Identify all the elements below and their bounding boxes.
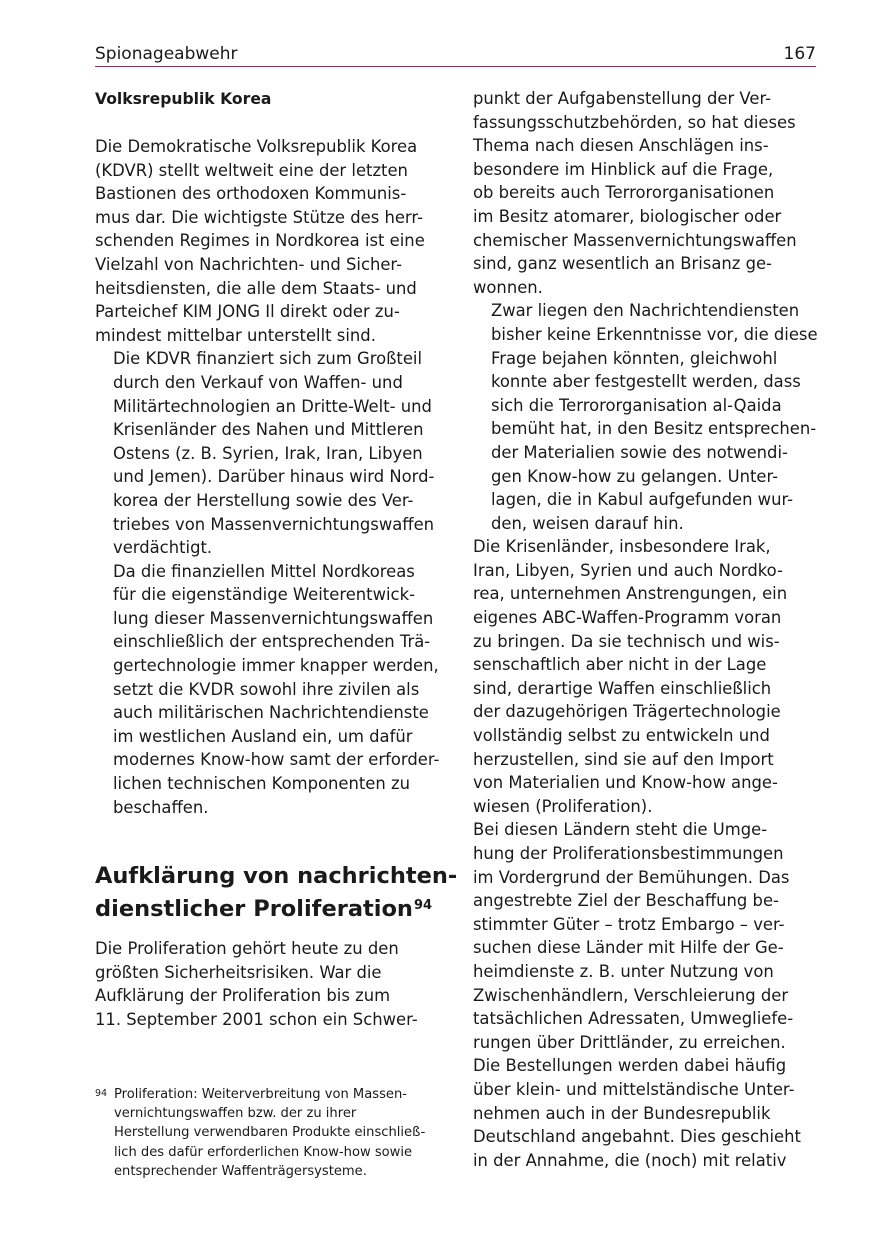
text-line: gertechnologie immer knapper werden, bbox=[113, 656, 439, 676]
text-line: größten Sicherheitsrisiken. War die bbox=[95, 962, 382, 982]
text-line: der Materialien sowie des notwendi- bbox=[491, 442, 788, 462]
text-line: mindest mittelbar unterstellt sind. bbox=[95, 325, 376, 345]
text-line: zu bringen. Da sie technisch und wis- bbox=[473, 631, 780, 651]
text-line: schenden Regimes in Nordkorea ist eine bbox=[95, 231, 425, 251]
text-line: im Vordergrund der Bemühungen. Das bbox=[473, 867, 790, 887]
running-header bbox=[95, 42, 816, 67]
text-line: stimmter Güter – trotz Embargo – ver- bbox=[473, 914, 785, 934]
text-line: Ostens (z. B. Syrien, Irak, Iran, Libyen bbox=[113, 443, 423, 463]
text-line: von Materialien und Know-how ange- bbox=[473, 773, 778, 793]
text-line: hung der Proliferationsbestimmungen bbox=[473, 844, 784, 863]
text-line: rungen über Drittländer, zu erreichen. bbox=[473, 1032, 786, 1052]
text-line: Die KDVR finanziert sich zum Großteil bbox=[113, 349, 423, 369]
text-line: Herstellung verwendbaren Produkte einschließ- bbox=[114, 1125, 426, 1141]
footnote-reference-94[interactable]: 94 bbox=[413, 898, 433, 913]
text-line: entsprechender Waffenträgersysteme. bbox=[114, 1163, 367, 1179]
text-line: lichen technischen Komponenten zu bbox=[113, 774, 410, 794]
text-line: Frage bejahen könnten, gleichwohl bbox=[491, 348, 778, 368]
text-line: bemüht hat, in den Besitz entsprechen- bbox=[491, 419, 817, 439]
text-line: gen Know-how zu gelangen. Unter- bbox=[491, 466, 779, 486]
text-line: Zwar liegen den Nachrichtendiensten bbox=[491, 301, 800, 321]
text-line: einschließlich der entsprechenden Trä- bbox=[113, 632, 431, 652]
text-line: modernes Know-how samt der erforder- bbox=[113, 750, 440, 770]
footnote-text bbox=[114, 1085, 445, 1181]
subheading-volksrepublik-korea: Volksrepublik Korea bbox=[95, 90, 272, 108]
text-line: und Jemen). Darüber hinaus wird Nord- bbox=[113, 467, 435, 487]
left-paragraph-2 bbox=[95, 347, 440, 559]
text-line: sich die Terrororganisation al-Qaida bbox=[491, 395, 782, 415]
text-line: Deutschland angebahnt. Dies geschieht bbox=[473, 1127, 801, 1147]
text-line: Bastionen des orthodoxen Kommunis- bbox=[95, 184, 407, 204]
text-line: bisher keine Erkenntnisse vor, die diese bbox=[491, 324, 818, 344]
right-paragraph-1 bbox=[473, 87, 816, 299]
text-line: ob bereits auch Terrororganisationen bbox=[473, 183, 775, 203]
text-line: Bei diesen Ländern steht die Umge- bbox=[473, 820, 768, 840]
right-paragraph-4 bbox=[473, 818, 816, 1172]
text-line: konnte aber festgestellt werden, dass bbox=[491, 372, 801, 392]
text-line: durch den Verkauf von Waffen- und bbox=[113, 372, 403, 392]
text-line: wonnen. bbox=[473, 277, 543, 297]
text-line: den, weisen darauf hin. bbox=[491, 513, 684, 533]
text-line: für die eigenständige Weiterentwick- bbox=[113, 585, 415, 605]
text-line: (KDVR) stellt weltweit eine der letzten bbox=[95, 160, 408, 180]
running-header-section: Spionageabwehr bbox=[95, 44, 238, 64]
text-line: verdächtigt. bbox=[113, 538, 213, 558]
text-line: im Besitz atomarer, biologischer oder bbox=[473, 206, 782, 226]
footnote-number: 94 bbox=[95, 1088, 108, 1099]
text-line: der dazugehörigen Trägertechnologie bbox=[473, 702, 781, 722]
chapter-heading bbox=[95, 861, 458, 924]
text-line: Die Bestellungen werden dabei häufig bbox=[473, 1056, 787, 1076]
text-line: fassungsschutzbehörden, so hat dieses bbox=[473, 112, 796, 132]
text-line: Vielzahl von Nachrichten- und Sicher- bbox=[95, 254, 403, 274]
chapter-intro bbox=[95, 937, 440, 1031]
text-line: sind, ganz wesentlich an Brisanz ge- bbox=[473, 254, 772, 274]
text-line: sind, derartige Waffen einschließlich bbox=[473, 678, 772, 698]
text-line: Die Demokratische Volksrepublik Korea bbox=[95, 137, 418, 156]
text-line: Parteichef KIM JONG Il direkt oder zu- bbox=[95, 302, 400, 322]
text-line: Aufklärung der Proliferation bis zum bbox=[95, 986, 391, 1006]
text-line: angestrebte Ziel der Beschaffung be- bbox=[473, 891, 779, 911]
text-line: korea der Herstellung sowie des Ver- bbox=[113, 490, 414, 510]
text-line: auch militärischen Nachrichtendienste bbox=[113, 703, 429, 723]
text-line: nehmen auch in der Bundesrepublik bbox=[473, 1103, 771, 1123]
text-line: suchen diese Länder mit Hilfe der Ge- bbox=[473, 938, 784, 958]
right-paragraph-3 bbox=[473, 535, 816, 818]
footnote-94 bbox=[95, 1085, 445, 1181]
text-line: mus dar. Die wichtigste Stütze des herr- bbox=[95, 207, 423, 227]
text-line: Die Krisenländer, insbesondere Irak, bbox=[473, 537, 771, 557]
text-line: Zwischenhändlern, Verschleierung der bbox=[473, 985, 789, 1005]
page-number: 167 bbox=[783, 44, 816, 64]
chapter-intro-paragraph bbox=[95, 937, 440, 1031]
text-line: eigenes ABC-Waffen-Programm voran bbox=[473, 608, 782, 628]
text-line: besondere im Hinblick auf die Frage, bbox=[473, 159, 774, 179]
chapter-heading-line-2 bbox=[95, 891, 455, 924]
text-line: senschaftlich aber nicht in der Lage bbox=[473, 655, 767, 675]
text-line: Die Proliferation gehört heute zu den bbox=[95, 939, 399, 958]
text-line: triebes von Massenvernichtungswaffen bbox=[113, 514, 435, 534]
left-paragraph-3 bbox=[95, 560, 440, 820]
text-line: heitsdiensten, die alle dem Staats- und bbox=[95, 278, 417, 298]
text-line: herzustellen, sind sie auf den Import bbox=[473, 749, 774, 769]
text-line: punkt der Aufgabenstellung der Ver- bbox=[473, 89, 772, 108]
text-line: vernichtungswaffen bzw. der zu ihrer bbox=[114, 1106, 357, 1122]
text-line: wiesen (Proliferation). bbox=[473, 796, 653, 816]
text-line: Militärtechnologien an Dritte-Welt- und bbox=[113, 396, 432, 416]
text-line: Iran, Libyen, Syrien und auch Nordko- bbox=[473, 560, 783, 580]
text-line: chemischer Massenvernichtungswaffen bbox=[473, 230, 797, 250]
left-column bbox=[95, 87, 440, 819]
text-line: 11. September 2001 schon ein Schwer- bbox=[95, 1009, 418, 1029]
text-line: im westlichen Ausland ein, um dafür bbox=[113, 726, 413, 746]
text-line: heimdienste z. B. unter Nutzung von bbox=[473, 961, 774, 981]
text-line: über klein- und mittelständische Unter- bbox=[473, 1079, 795, 1099]
right-paragraph-2 bbox=[473, 299, 816, 535]
chapter-heading-line-2-text: dienstlicher Proliferation bbox=[95, 896, 413, 922]
text-line: Proliferation: Weiterverbreitung von Massen- bbox=[114, 1087, 407, 1102]
text-line: lagen, die in Kabul aufgefunden wur- bbox=[491, 490, 794, 510]
text-line: Da die finanziellen Mittel Nordkoreas bbox=[113, 561, 415, 581]
text-line: in der Annahme, die (noch) mit relativ bbox=[473, 1150, 787, 1170]
right-column bbox=[473, 87, 816, 1172]
text-line: tatsächlichen Adressaten, Umwegliefe- bbox=[473, 1009, 794, 1029]
text-line: Thema nach diesen Anschlägen ins- bbox=[473, 136, 769, 156]
text-line: lung dieser Massenvernichtungswaffen bbox=[113, 608, 434, 628]
text-line: lich des dafür erforderlichen Know-how sowie bbox=[114, 1144, 413, 1160]
text-line: Krisenländer des Nahen und Mittleren bbox=[113, 420, 424, 440]
left-paragraph-1 bbox=[95, 135, 440, 347]
text-line: vollständig selbst zu entwickeln und bbox=[473, 726, 770, 746]
text-line: setzt die KVDR sowohl ihre zivilen als bbox=[113, 679, 420, 699]
chapter-heading-line-1: Aufklärung von nachrichten- bbox=[95, 863, 458, 889]
text-line: rea, unternehmen Anstrengungen, ein bbox=[473, 584, 788, 604]
text-line: beschaffen. bbox=[113, 797, 209, 817]
